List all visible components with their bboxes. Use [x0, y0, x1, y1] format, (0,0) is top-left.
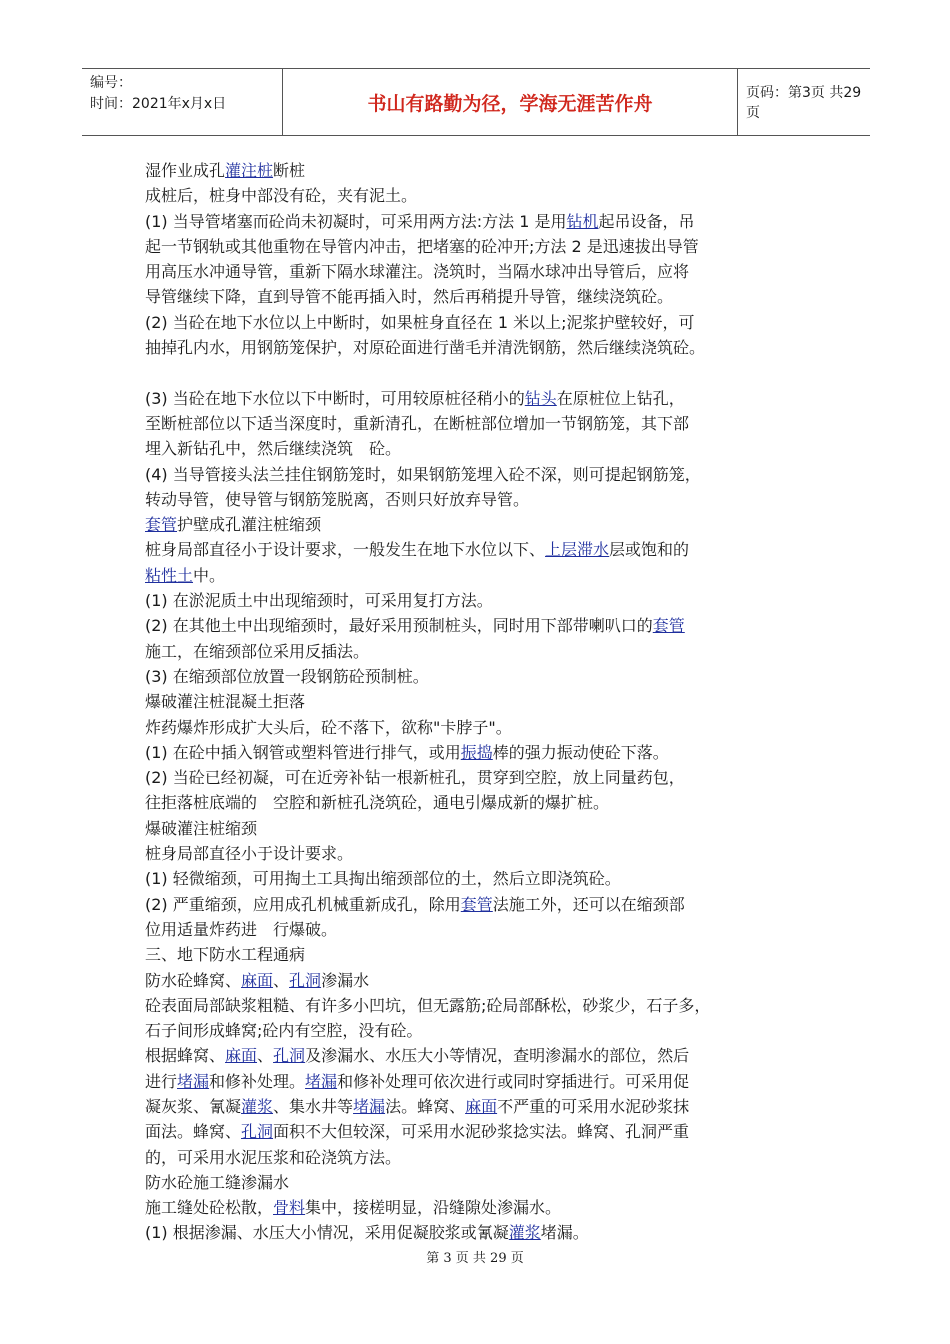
body-text: (1) 根据渗漏、水压大小情况，采用促凝胶浆或氰凝	[145, 1223, 509, 1243]
body-line	[145, 284, 815, 309]
body-line	[145, 917, 815, 942]
body-line	[145, 411, 815, 436]
keyword-link[interactable]: 套管	[460, 894, 493, 914]
body-line	[145, 1094, 815, 1119]
keyword-link[interactable]: 上层滞水	[545, 540, 610, 560]
body-text: (1) 轻微缩颈，可用掏土工具掏出缩颈部位的土，然后立即浇筑砼。	[145, 869, 621, 889]
body-line	[145, 740, 815, 765]
body-line	[145, 234, 815, 259]
keyword-link[interactable]: 套管	[652, 616, 685, 636]
keyword-link[interactable]: 钻头	[524, 388, 557, 408]
body-text: 施工，在缩颈部位采用反插法。	[145, 641, 370, 661]
body-text: 及渗漏水、水压大小等情况，查明渗漏水的部位，然后	[305, 1046, 690, 1066]
body-text: 往拒落桩底端的 空腔和新桩孔浇筑砼，通电引爆成新的爆扩桩。	[145, 793, 610, 813]
body-text: 石子间形成蜂窝;砼内有空腔，没有砼。	[145, 1021, 423, 1041]
keyword-link[interactable]: 灌浆	[508, 1223, 541, 1243]
body-text: 防水砼施工缝渗漏水	[145, 1172, 290, 1192]
body-line	[145, 639, 815, 664]
body-line	[145, 537, 815, 562]
header-meta	[90, 73, 282, 115]
body-line	[145, 259, 815, 284]
body-line	[145, 487, 815, 512]
body-text: 进行	[145, 1071, 178, 1091]
body-line	[145, 942, 815, 967]
keyword-link[interactable]: 套管	[145, 515, 178, 535]
body-text: 棒的强力振动使砼下落。	[492, 742, 669, 762]
body-text: 爆破灌注桩混凝土拒落	[145, 692, 306, 712]
body-text: 中。	[193, 565, 226, 585]
body-line	[145, 436, 815, 461]
page-footer: 第 3 页 共 29 页	[426, 1251, 524, 1266]
body-text: 桩身局部直径小于设计要求。	[145, 844, 354, 864]
body-text: (2) 在其他土中出现缩颈时，最好采用预制桩头，同时用下部带喇叭口的	[145, 616, 653, 636]
body-text: 埋入新钻孔中，然后继续浇筑 砼。	[145, 439, 402, 459]
body-line	[145, 816, 815, 841]
body-text: 至断桩部位以下适当深度时，重新清孔，在断桩部位增加一节钢筋笼，其下部	[145, 413, 690, 433]
body-text: 的，可采用水泥压浆和砼浇筑方法。	[145, 1147, 402, 1167]
keyword-link[interactable]: 灌注桩	[225, 161, 274, 180]
body-text: 施工缝处砼松散，	[145, 1198, 274, 1218]
body-line	[145, 892, 815, 917]
body-text: 桩身局部直径小于设计要求，一般发生在地下水位以下、	[145, 540, 546, 560]
body-text: 转动导管，使导管与钢筋笼脱离，否则只好放弃导管。	[145, 489, 530, 509]
body-text: (2) 当砼已经初凝，可在近旁补钻一根新桩孔，贯穿到空腔，放上同量药包，	[145, 768, 685, 788]
keyword-link[interactable]: 孔洞	[289, 970, 322, 990]
body-text: 层或饱和的	[609, 540, 690, 560]
keyword-link[interactable]: 粘性土	[145, 565, 194, 585]
body-line	[145, 1195, 815, 1220]
keyword-link[interactable]: 振捣	[460, 742, 493, 762]
body-text: 炸药爆炸形成扩大头后，砼不落下，欲称"卡脖子"。	[145, 717, 512, 737]
body-text: 和修补处理。	[209, 1071, 306, 1091]
body-text: 渗漏水	[321, 970, 370, 990]
body-line	[145, 1220, 815, 1245]
body-text: 堵漏。	[540, 1223, 589, 1243]
body-text: (1) 在砼中插入钢管或塑料管进行排气，或用	[145, 742, 461, 762]
body-line	[145, 310, 815, 335]
body-text: 、集水井等	[273, 1096, 354, 1116]
body-text: (4) 当导管接头法兰挂住钢筋笼时，如果钢筋笼埋入砼不深，则可提起钢筋笼，	[145, 464, 701, 484]
body-text: 成桩后，桩身中部没有砼，夹有泥土。	[145, 186, 418, 206]
page-header	[82, 68, 870, 136]
body-line	[145, 613, 815, 638]
keyword-link[interactable]: 孔洞	[241, 1122, 274, 1142]
body-text: 和修补处理可依次进行或同时穿插进行。可采用促	[337, 1071, 690, 1091]
body-text: (2) 严重缩颈，应用成孔机械重新成孔，除用	[145, 894, 461, 914]
body-text: 法。蜂窝、	[385, 1096, 466, 1116]
body-text: (1) 当导管堵塞而砼尚未初凝时，可采用两方法:方法 1 是用	[145, 211, 567, 231]
body-text: 起一节钢轨或其他重物在导管内冲击，把堵塞的砼冲开;方法 2 是迅速拔出导管	[145, 236, 699, 256]
body-line	[145, 790, 815, 815]
header-page-indicator: 页码：第3页 共29页	[746, 85, 862, 121]
document-number-label: 编号：	[90, 75, 132, 91]
body-text: (1) 在淤泥质土中出现缩颈时，可采用复打方法。	[145, 591, 493, 611]
body-line	[145, 512, 815, 537]
body-text: 不严重的可采用水泥砂浆抹	[497, 1096, 690, 1116]
body-text: 、	[257, 1046, 274, 1066]
body-line	[145, 335, 815, 360]
body-text: 抽掉孔内水，用钢筋笼保护，对原砼面进行凿毛并清洗钢筋，然后继续浇筑砼。	[145, 338, 706, 358]
keyword-link[interactable]: 麻面	[465, 1096, 498, 1116]
keyword-link[interactable]: 孔洞	[273, 1046, 306, 1066]
body-text: 湿作业成孔	[145, 161, 226, 180]
body-text: 用高压水冲通导管，重新下隔水球灌注。浇筑时，当隔水球冲出导管后，应将	[145, 262, 690, 282]
body-line	[145, 765, 815, 790]
body-text: 集中，接槎明显，沿缝隙处渗漏水。	[305, 1198, 562, 1218]
keyword-link[interactable]: 堵漏	[353, 1096, 386, 1116]
body-line	[145, 689, 815, 714]
body-line	[145, 209, 815, 234]
body-text: 位用适量炸药进 行爆破。	[145, 919, 338, 939]
keyword-link[interactable]: 麻面	[241, 970, 274, 990]
body-text: 三、地下防水工程通病	[145, 945, 306, 965]
body-line	[145, 968, 815, 993]
body-text: 导管继续下降，直到导管不能再插入时，然后再稍提升导管，继续浇筑砼。	[145, 287, 674, 307]
body-line	[145, 1119, 815, 1144]
keyword-link[interactable]: 堵漏	[305, 1071, 338, 1091]
header-motto: 书山有路勤为径，学海无涯苦作舟	[282, 69, 738, 135]
body-line	[145, 158, 815, 183]
body-line	[145, 664, 815, 689]
body-line	[145, 841, 815, 866]
keyword-link[interactable]: 钻机	[566, 211, 599, 231]
document-body	[145, 158, 815, 1246]
body-text: (2) 当砼在地下水位以上中断时，如果桩身直径在 1 米以上;泥浆护壁较好，可	[145, 312, 695, 332]
body-text: 面法。蜂窝、	[145, 1122, 242, 1142]
body-line	[145, 588, 815, 613]
body-text: 起吊设备，吊	[598, 211, 695, 231]
keyword-link[interactable]: 堵漏	[177, 1071, 210, 1091]
body-text: 断桩	[273, 161, 306, 180]
body-line	[145, 1043, 815, 1068]
body-line	[145, 183, 815, 208]
body-text: 凝灰浆、氰凝	[145, 1096, 242, 1116]
body-line	[145, 1018, 815, 1043]
body-text: 砼表面局部缺浆粗糙、有许多小凹坑，但无露筋;砼局部酥松，砂浆少，石子多，	[145, 995, 711, 1015]
body-text: 法施工外，还可以在缩颈部	[492, 894, 685, 914]
body-line	[145, 866, 815, 891]
body-text: (3) 在缩颈部位放置一段钢筋砼预制桩。	[145, 666, 429, 686]
body-text: 面积不大但较深，可采用水泥砂浆捻实法。蜂窝、孔洞严重	[273, 1122, 690, 1142]
body-text: 在原桩位上钻孔，	[556, 388, 685, 408]
body-line	[145, 563, 815, 588]
body-line	[145, 386, 815, 411]
body-text: 护壁成孔灌注桩缩颈	[177, 515, 322, 535]
keyword-link[interactable]: 麻面	[225, 1046, 258, 1066]
body-line	[145, 462, 815, 487]
body-text: (3) 当砼在地下水位以下中断时，可用较原桩径稍小的	[145, 388, 525, 408]
body-line	[145, 993, 815, 1018]
body-text: 、	[273, 970, 290, 990]
keyword-link[interactable]: 骨料	[273, 1198, 306, 1218]
body-text: 根据蜂窝、	[145, 1046, 226, 1066]
body-line	[145, 715, 815, 740]
body-text: 爆破灌注桩缩颈	[145, 818, 258, 838]
body-line	[145, 1170, 815, 1195]
body-line	[145, 1069, 815, 1094]
body-line	[145, 1145, 815, 1170]
document-date-label: 时间：2021年x月x日	[90, 96, 227, 112]
body-text: 防水砼蜂窝、	[145, 970, 242, 990]
body-line	[145, 360, 815, 385]
keyword-link[interactable]: 灌浆	[241, 1096, 274, 1116]
